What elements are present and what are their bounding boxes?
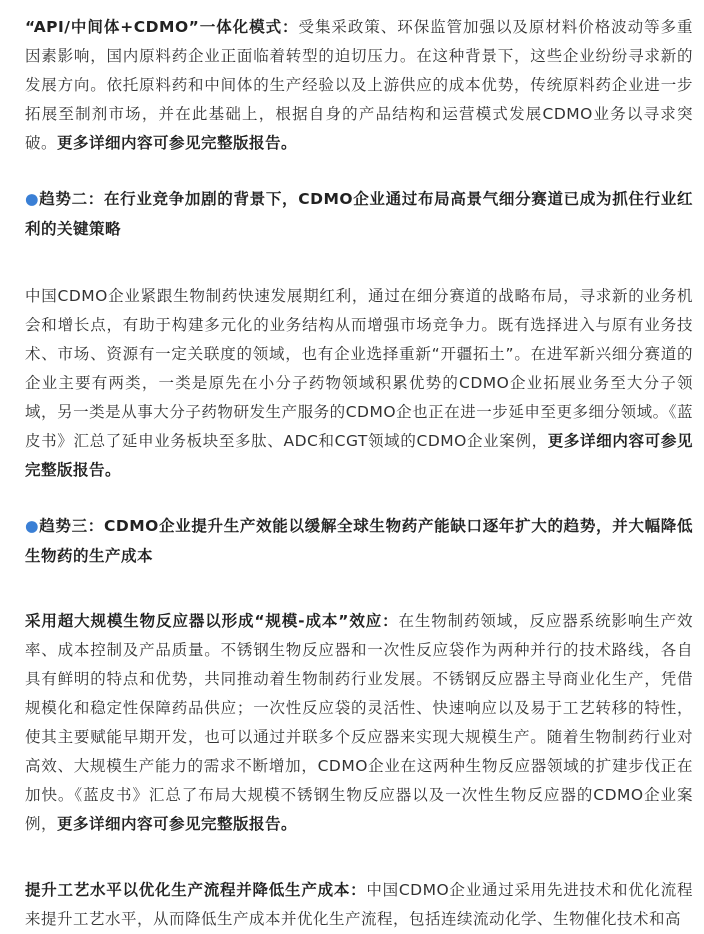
trend-two-heading — [25, 184, 693, 244]
bullet-icon: ● — [25, 190, 40, 208]
trend-three-heading — [25, 511, 693, 571]
more-details-link: 更多详细内容可参见完整版报告。 — [57, 815, 298, 833]
paragraph-bioreactor-scale — [25, 607, 693, 839]
paragraph-lead: 提升工艺水平以优化生产流程并降低生产成本： — [25, 881, 367, 899]
paragraph-lead: “API/中间体+CDMO”一体化模式： — [25, 18, 299, 36]
paragraph-segment-strategy — [25, 282, 693, 485]
paragraph-text: 受集采政策、环保监管加强以及原材料价格波动等多重因素影响，国内原料药企业正面临着转型的迫切压力。在这种背景下，这些企业纷纷寻求新的发展方向。依托原料药和中间体的生产经验以及上游供应的成本优势，传统原料药企业进一步拓展至制剂市场，并在此基础上，根据自身的产品结构和运营模式发展CDMO业务以寻求突破。 — [25, 18, 693, 152]
paragraph-text: 中国CDMO企业紧跟生物制药快速发展期红利，通过在细分赛道的战略布局，寻求新的业务机会和增长点，有助于构建多元化的业务结构从而增强市场竞争力。既有选择进入与原有业务技术、市场、资源有一定关联度的领域，也有企业选择重新“开疆拓土”。在进军新兴细分赛道的企业主要有两类，一类是原先在小分子药物领域积累优势的CDMO企业拓展业务至大分子领域，另一类是从事大分子药物研发生产服务的CDMO企也正在进一步延申至更多细分领域。《蓝皮书》汇总了延申业务板块至多肽、ADC和CGT领域的CDMO企业案例， — [25, 287, 693, 450]
more-details-link: 更多详细内容可参见完整版报告。 — [25, 432, 693, 479]
paragraph-process-improvement — [25, 876, 693, 934]
paragraph-text: 在生物制药领域，反应器系统影响生产效率、成本控制及产品质量。不锈钢生物反应器和一次性反应袋作为两种并行的技术路线，各自具有鲜明的特点和优势，共同推动着生物制药行业发展。不锈钢反应器主导商业化生产，凭借规模化和稳定性保障药品供应；一次性反应袋的灵活性、快速响应以及易于工艺转移的特性，使其主要赋能早期开发，也可以通过并联多个反应器来实现大规模生产。随着生物制药行业对高效、大规模生产能力的需求不断增加，CDMO企业在这两种生物反应器领域的扩建步伐正在加快。《蓝皮书》汇总了布局大规模不锈钢生物反应器以及一次性生物反应器的CDMO企业案例， — [25, 612, 693, 833]
heading-text: 趋势二：在行业竞争加剧的背景下，CDMO企业通过布局高景气细分赛道已成为抓住行业红利的关键策略 — [25, 190, 693, 238]
more-details-link: 更多详细内容可参见完整版报告。 — [57, 134, 298, 152]
bullet-icon: ● — [25, 517, 40, 535]
heading-text: 趋势三：CDMO企业提升生产效能以缓解全球生物药产能缺口逐年扩大的趋势，并大幅降低生物药的生产成本 — [25, 517, 693, 565]
paragraph-lead: 采用超大规模生物反应器以形成“规模-成本”效应： — [25, 612, 399, 630]
paragraph-integrated-model — [25, 0, 693, 158]
paragraph-text: 中国CDMO企业通过采用先进技术和优化流程来提升工艺水平，从而降低生产成本并优化生产流程，包括连续流动化学、生物催化技术和高 — [25, 881, 693, 928]
